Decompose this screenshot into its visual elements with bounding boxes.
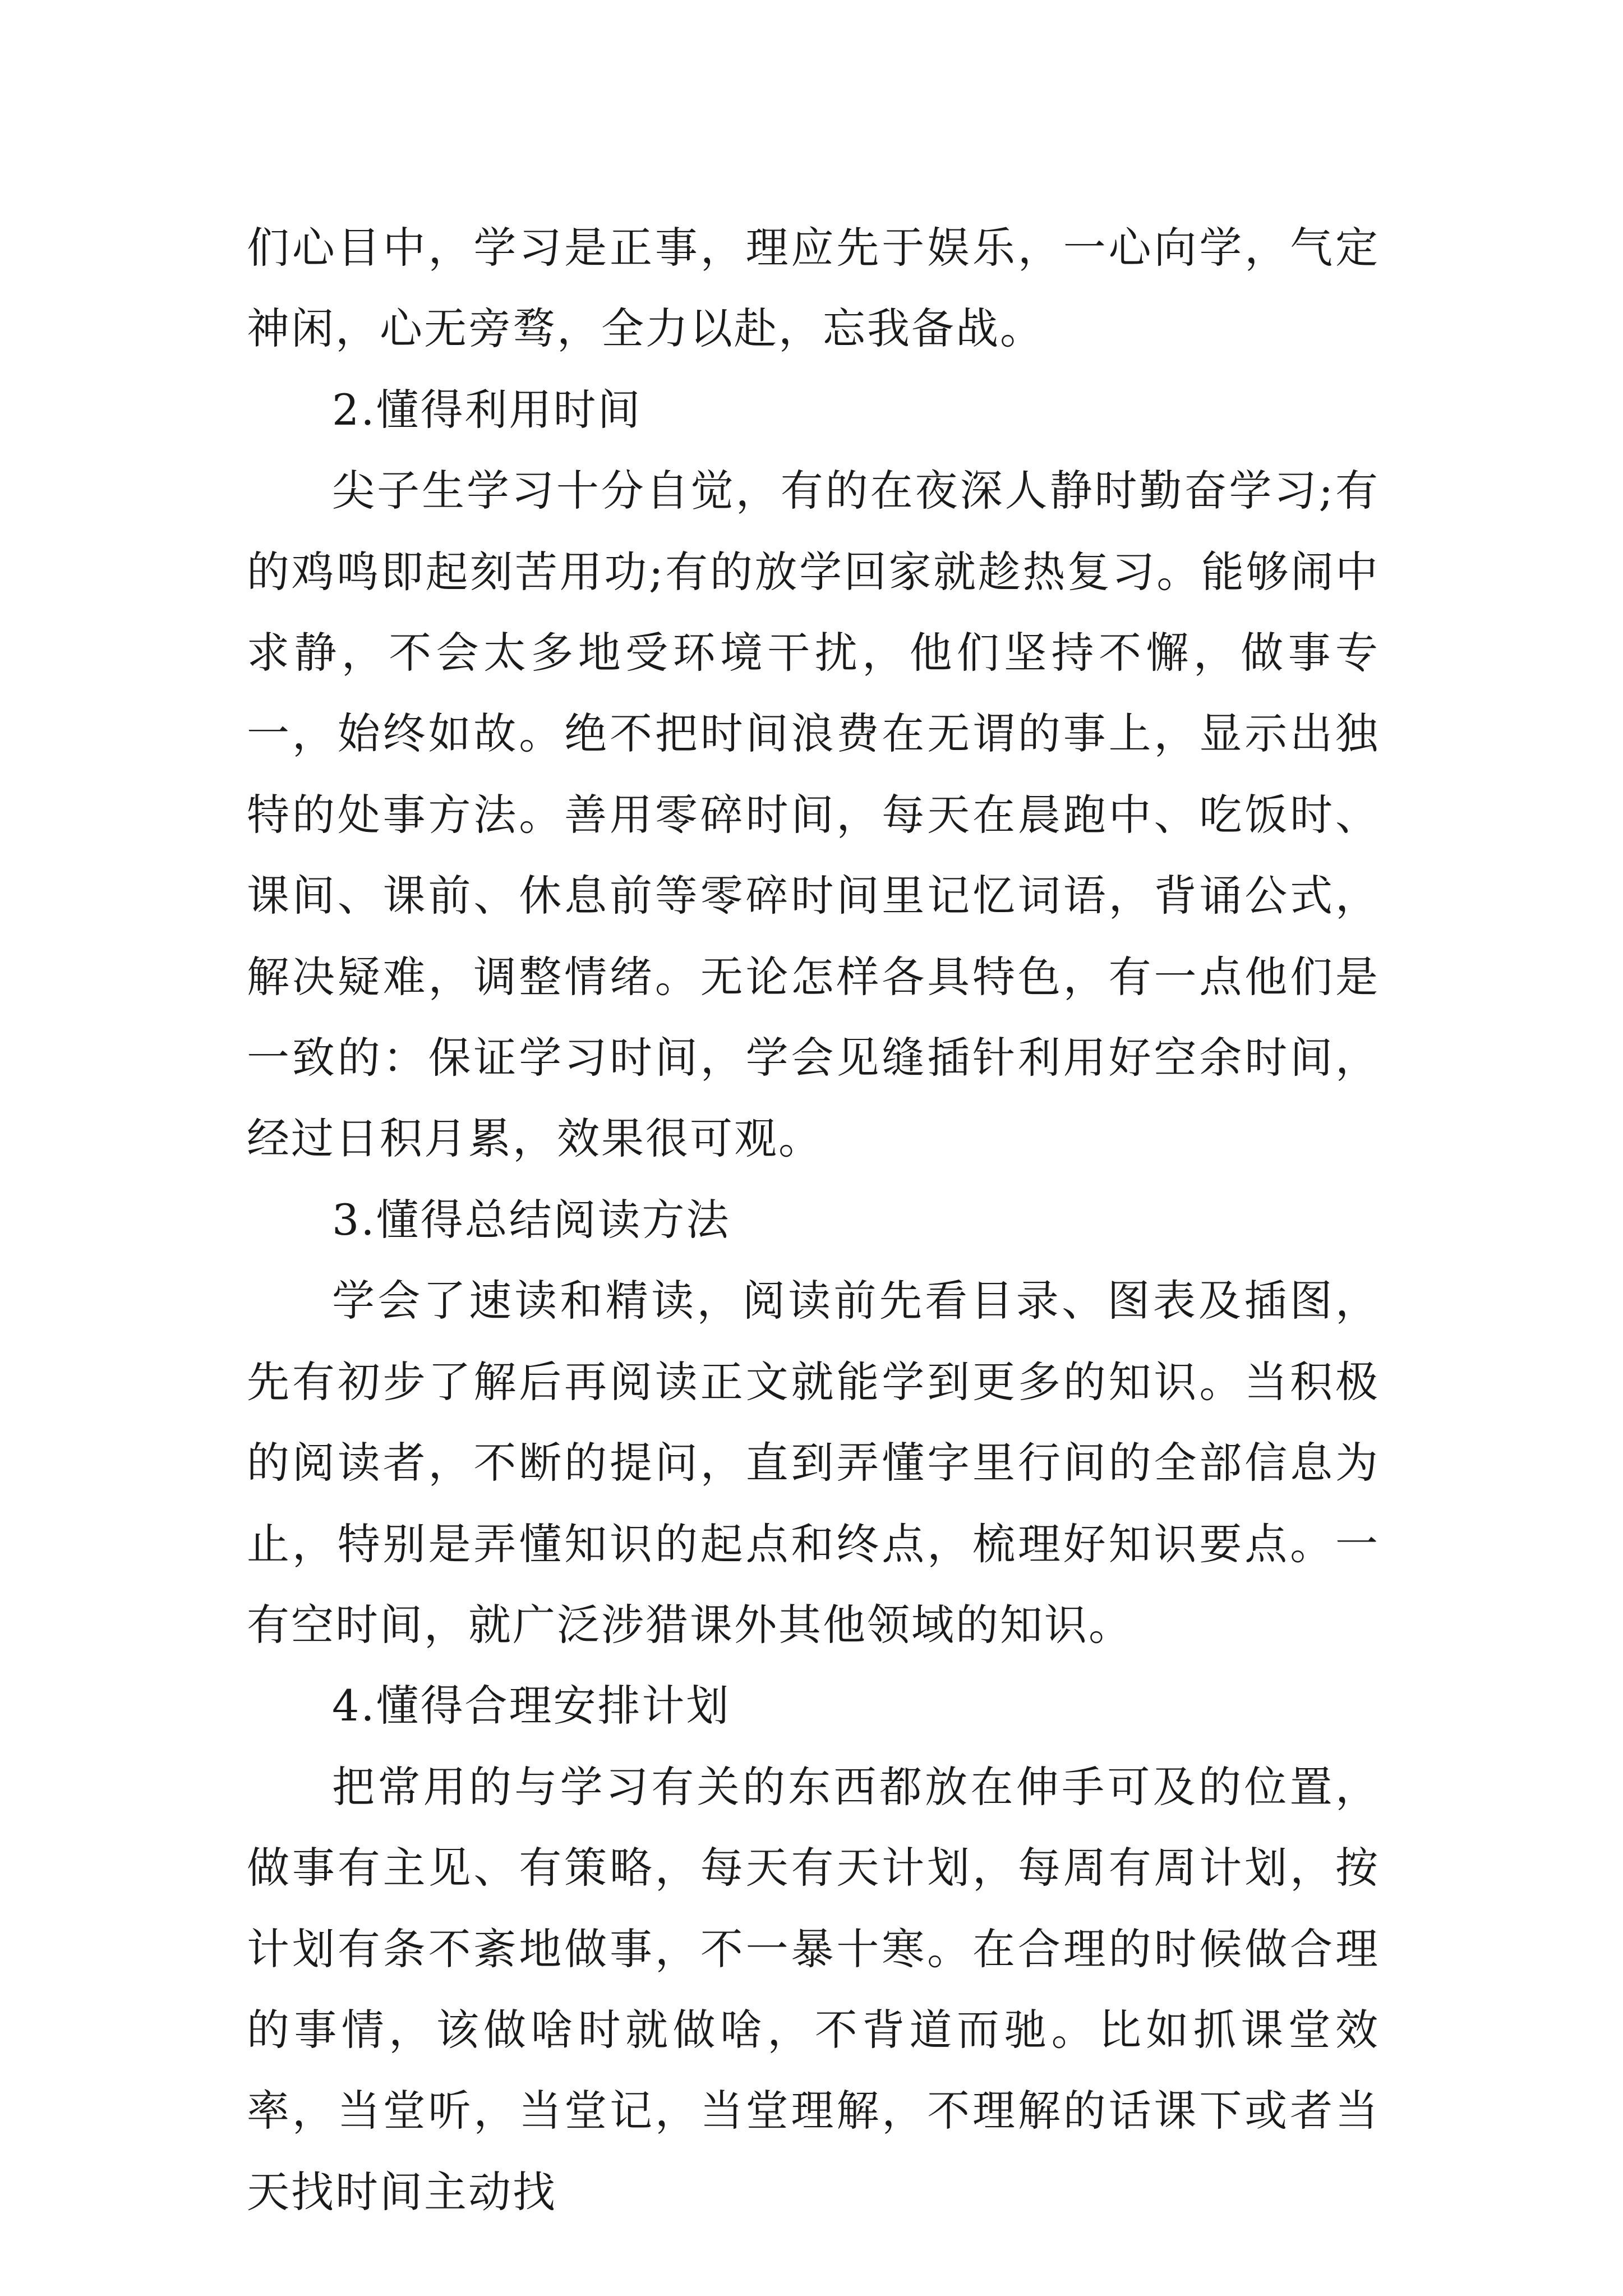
continuation-paragraph: 们心目中，学习是正事，理应先于娱乐，一心向学，气定神闲，心无旁骛，全力以赴，忘我备战。 bbox=[247, 223, 1380, 354]
section-heading: 3.懂得总结阅读方法 bbox=[332, 1194, 731, 1245]
section-heading: 4.懂得合理安排计划 bbox=[332, 1681, 731, 1731]
document-body bbox=[247, 208, 1380, 2233]
section-paragraph: 把常用的与学习有关的东西都放在伸手可及的位置，做事有主见、有策略，每天有天计划，每周有周计划，按计划有条不紊地做事，不一暴十寒。在合理的时候做合理的事情，该做啥时就做啥，不背道而驰。比如抓课堂效率，当堂听，当堂记，当堂理解，不理解的话课下或者当天找时间主动找 bbox=[247, 1761, 1380, 2217]
section-heading: 2.懂得利用时间 bbox=[332, 384, 642, 435]
section-paragraph: 尖子生学习十分自觉，有的在夜深人静时勤奋学习;有的鸡鸣即起刻苦用功;有的放学回家就趁热复习。能够闹中求静，不会太多地受环境干扰，他们坚持不懈，做事专一，始终如故。绝不把时间浪费在无谓的事上，显示出独特的处事方法。善用零碎时间，每天在晨跑中、吃饭时、课间、课前、休息前等零碎时间里记忆词语，背诵公式，解决疑难，调整情绪。无论怎样各具特色，有一点他们是一致的：保证学习时间，学会见缝插针利用好空余时间，经过日积月累，效果很可观。 bbox=[247, 466, 1380, 1164]
section-paragraph: 学会了速读和精读，阅读前先看目录、图表及插图，先有初步了解后再阅读正文就能学到更多的知识。当积极的阅读者，不断的提问，直到弄懂字里行间的全部信息为止，特别是弄懂知识的起点和终点，梳理好知识要点。一有空时间，就广泛涉猎课外其他领域的知识。 bbox=[247, 1276, 1380, 1650]
